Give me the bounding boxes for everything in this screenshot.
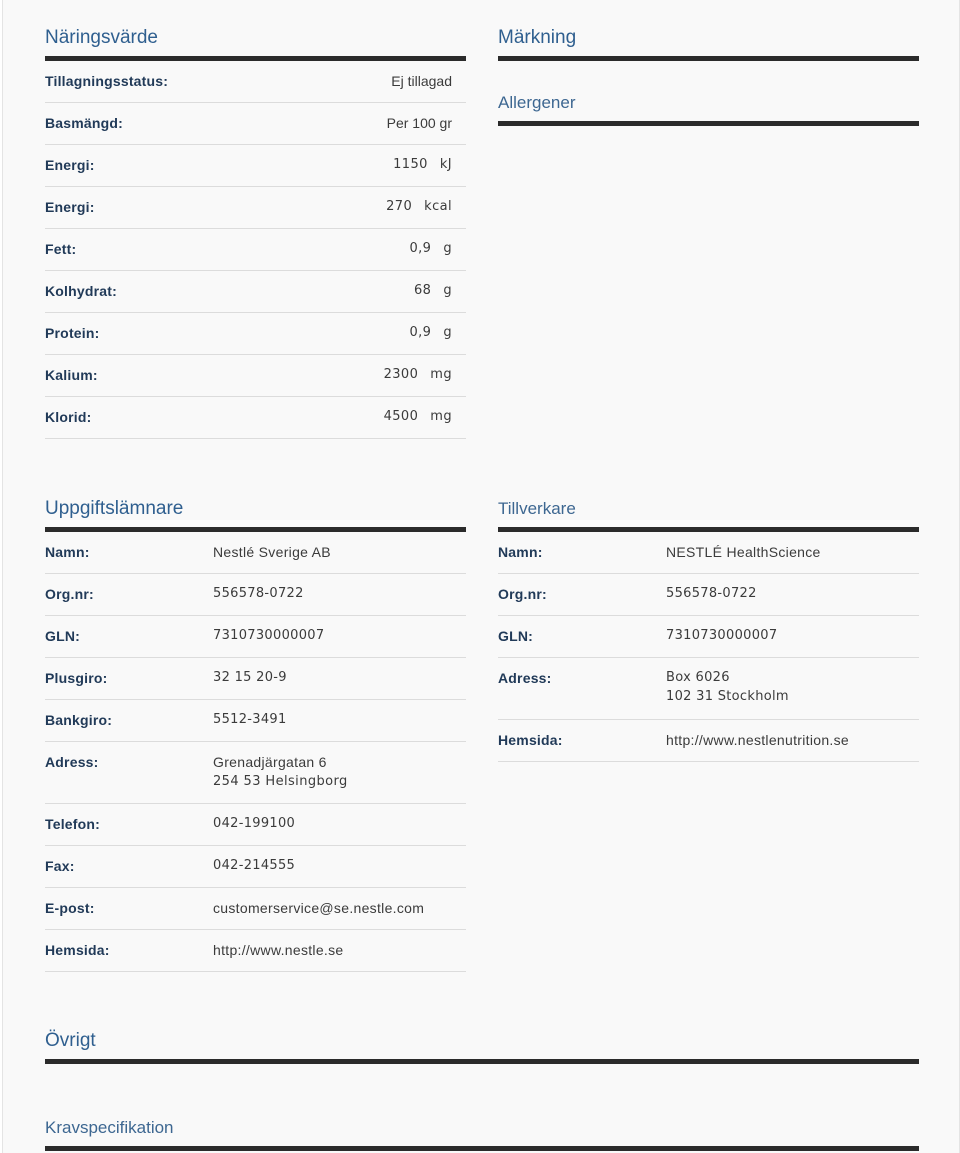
marking-title: Märkning [498,27,577,48]
nutrient-label: Tillagningsstatus: [45,73,169,89]
field-label: Telefon: [45,816,101,832]
nutrient-label: Kalium: [45,367,98,383]
nutrient-value: Per 100 gr [386,115,452,131]
manufacturer-address [666,670,789,704]
supplier-address-row [45,742,466,804]
nutrient-value: 0,9 [409,241,432,256]
nutrition-row [45,355,466,397]
nutrition-row [45,187,466,229]
supplier-title: Uppgiftslämnare [45,498,184,519]
nutrient-label: Klorid: [45,409,92,425]
field-label: Org.nr: [45,586,94,602]
field-label: Namn: [498,544,543,560]
field-label: E-post: [45,900,95,916]
nutrition-row [45,397,466,439]
supplier-website-link[interactable]: http://www.nestle.se [213,942,344,958]
field-label: Plusgiro: [45,670,108,686]
nutrient-value: 4500 [383,409,419,424]
supplier-org: 556578-0722 [213,586,304,601]
nutrient-unit: g [443,283,452,298]
nutrient-label: Protein: [45,325,100,341]
field-label: Adress: [45,754,99,770]
supplier-gln: 7310730000007 [213,628,325,643]
nutrient-label: Energi: [45,199,95,215]
supplier-section [45,471,466,972]
supplier-bankgiro-row [45,700,466,742]
nutrient-value: 270 [386,199,413,214]
nutrient-unit: g [443,241,452,256]
nutrition-row [45,103,466,145]
supplier-plusgiro-row [45,658,466,700]
nutrient-value: 68 [414,283,432,298]
nutrition-row [45,145,466,187]
supplier-email-row [45,888,466,930]
section-divider [45,1146,919,1151]
field-label: Fax: [45,858,75,874]
supplier-name: Nestlé Sverige AB [213,544,331,560]
nutrient-value-cell [391,73,452,89]
supplier-phone: 042-199100 [213,816,296,831]
manufacturer-org-row [498,574,919,616]
requirements-section [45,1090,919,1151]
manufacturer-gln: 7310730000007 [666,628,778,643]
nutrient-value-cell [387,115,452,131]
supplier-phone-row [45,804,466,846]
field-label: Bankgiro: [45,712,113,728]
field-label: GLN: [45,628,81,644]
manufacturer-address-row [498,658,919,720]
nutrient-value-cell [414,283,452,298]
section-divider [45,1059,919,1064]
nutrient-value: 2300 [383,367,419,382]
manufacturer-name: NESTLÉ HealthScience [666,544,821,560]
section-divider [498,121,919,126]
nutrition-row [45,229,466,271]
other-section [45,1003,919,1064]
supplier-org-row [45,574,466,616]
address-line-2: 102 31 Stockholm [666,689,789,704]
nutrient-unit: kcal [424,199,452,214]
address-line-1: Grenadjärgatan 6 [213,754,327,770]
nutrient-value: 1150 [393,157,428,172]
manufacturer-gln-row [498,616,919,658]
nutrient-value-cell [393,157,452,172]
nutrition-row [45,61,466,103]
nutrient-unit: g [443,325,452,340]
field-label: Org.nr: [498,586,547,602]
nutrient-unit: mg [430,409,452,424]
nutrient-label: Fett: [45,241,77,257]
field-label: Namn: [45,544,90,560]
supplier-web-row [45,930,466,972]
supplier-gln-row [45,616,466,658]
supplier-fax: 042-214555 [213,858,296,873]
address-line-2: 254 53 Helsingborg [213,774,348,789]
nutrient-label: Kolhydrat: [45,283,117,299]
field-label: GLN: [498,628,534,644]
manufacturer-section [498,471,919,762]
supplier-address [213,754,348,789]
supplier-bankgiro: 5512-3491 [213,712,287,727]
nutrient-label: Basmängd: [45,115,124,131]
manufacturer-org: 556578-0722 [666,586,757,601]
nutrient-value-cell [409,241,452,256]
allergens-title: Allergener [498,93,576,112]
nutrient-value-cell [384,367,452,382]
nutrition-table [45,61,466,439]
supplier-fax-row [45,846,466,888]
supplier-plusgiro: 32 15 20-9 [213,670,287,685]
nutrition-row [45,313,466,355]
nutrition-section [45,0,466,439]
nutrient-value-cell [384,409,452,424]
field-label: Hemsida: [45,942,110,958]
nutrient-value-cell [386,199,452,214]
supplier-email-link[interactable]: customerservice@se.nestle.com [213,900,425,916]
manufacturer-website-link[interactable]: http://www.nestlenutrition.se [666,732,850,748]
other-title: Övrigt [45,1030,96,1051]
product-sheet [2,0,960,1153]
supplier-name-row [45,532,466,574]
manufacturer-web-row [498,720,919,762]
nutrient-unit: mg [430,367,452,382]
nutrient-label: Energi: [45,157,95,173]
nutrient-value: 0,9 [409,325,432,340]
nutrient-unit: kJ [439,157,452,172]
manufacturer-title: Tillverkare [498,499,576,518]
field-label: Hemsida: [498,732,563,748]
nutrition-row [45,271,466,313]
nutrient-value: Ej tillagad [391,73,452,89]
requirements-title: Kravspecifikation [45,1118,174,1137]
address-line-1: Box 6026 [666,670,730,685]
nutrient-value-cell [409,325,452,340]
marking-section [498,0,919,126]
field-label: Adress: [498,670,552,686]
manufacturer-name-row [498,532,919,574]
nutrition-title: Näringsvärde [45,27,158,48]
